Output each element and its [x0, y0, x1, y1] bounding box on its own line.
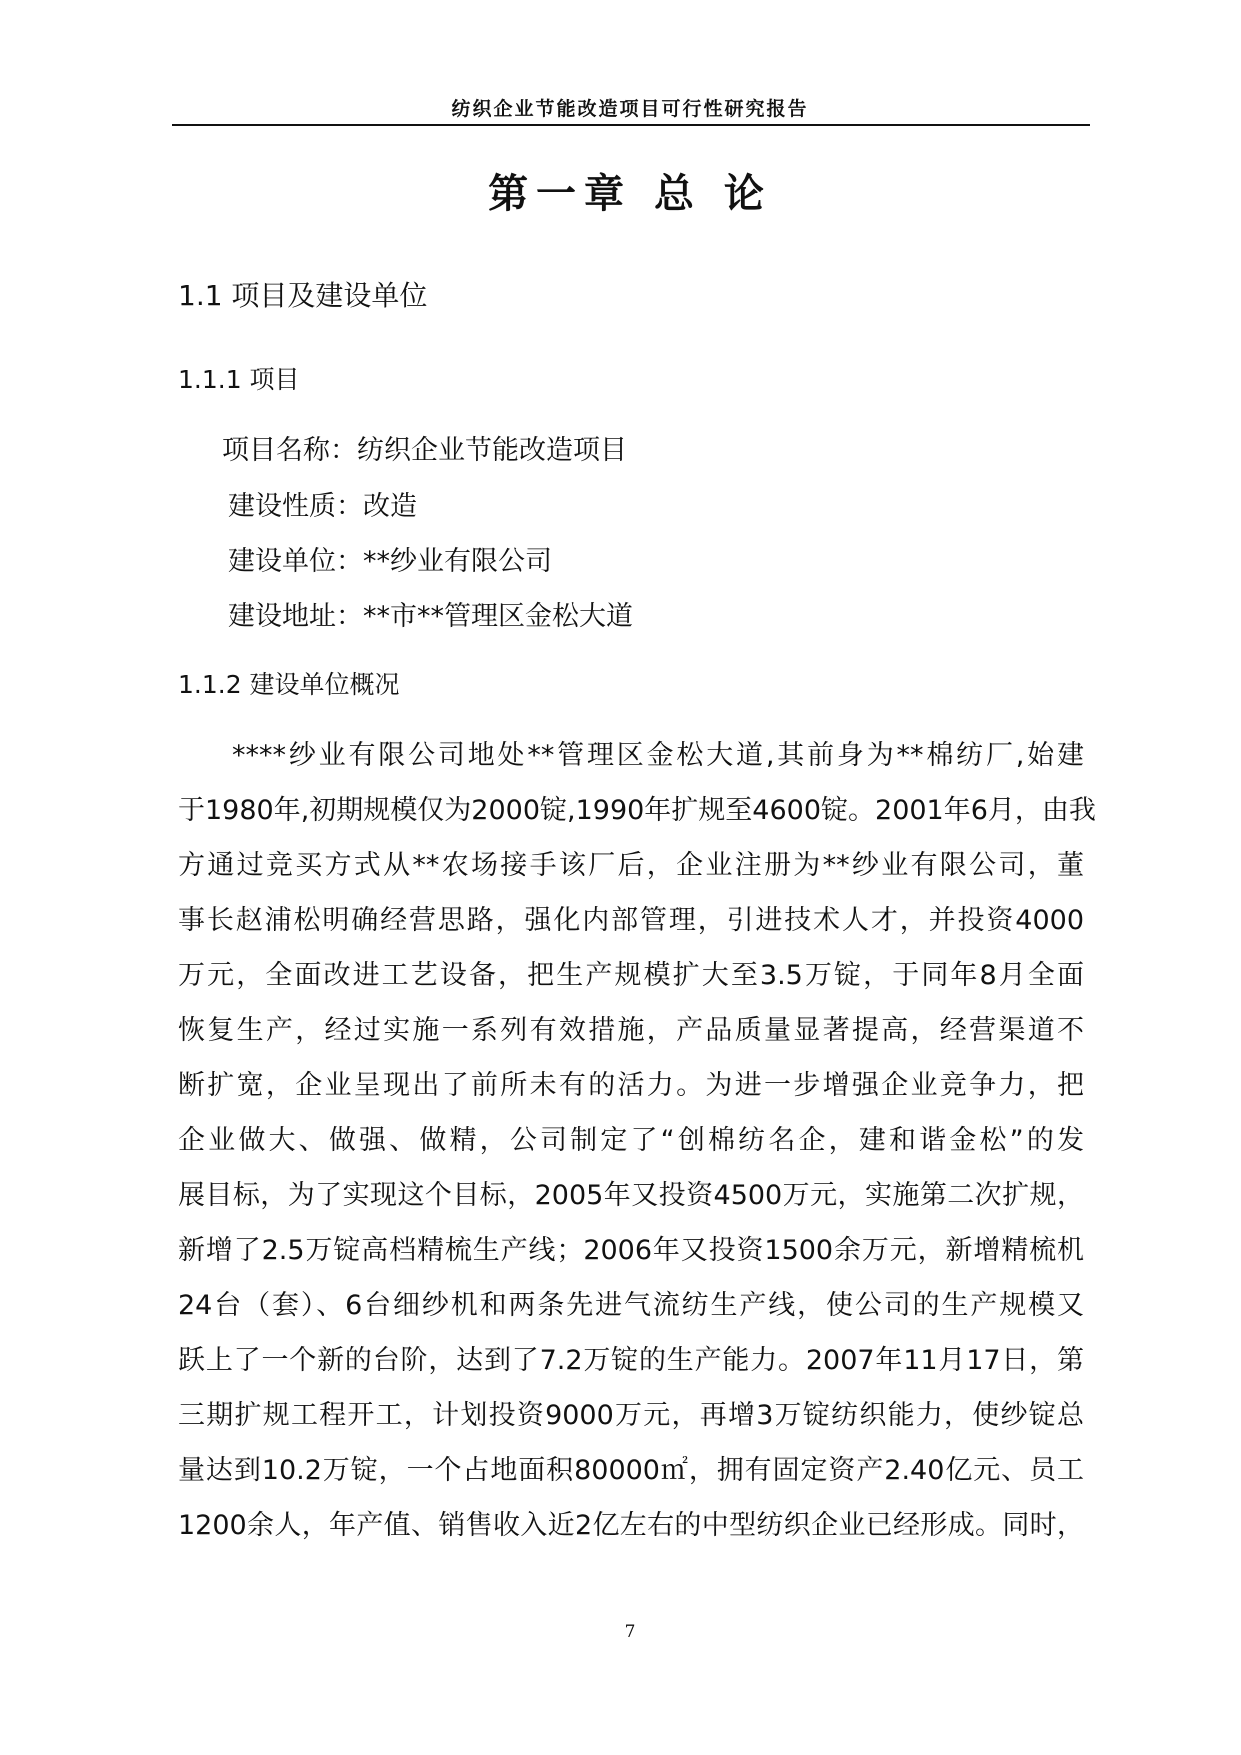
construction-unit-line: 建设单位：**纱业有限公司: [228, 546, 552, 577]
construction-address-line: 建设地址：**市**管理区金松大道: [228, 601, 633, 632]
construction-nature-line: 建设性质：改造: [228, 491, 417, 522]
paragraph-line: 1200余人，年产值、销售收入近2亿左右的中型纺织企业已经形成。同时，: [178, 1510, 1084, 1541]
paragraph-line: 三期扩规工程开工，计划投资9000万元，再增3万锭纺织能力，使纱锭总: [178, 1400, 1084, 1431]
paragraph-line: 跃上了一个新的台阶，达到了7.2万锭的生产能力。2007年11月17日，第: [178, 1345, 1084, 1376]
paragraph-line: 方通过竞买方式从**农场接手该厂后，企业注册为**纱业有限公司，董: [178, 850, 1084, 881]
running-header: 纺织企业节能改造项目可行性研究报告: [451, 98, 809, 120]
paragraph-line: 恢复生产，经过实施一系列有效措施，产品质量显著提高，经营渠道不: [178, 1015, 1084, 1046]
paragraph-line: 万元，全面改进工艺设备，把生产规模扩大至3.5万锭，于同年8月全面: [178, 960, 1084, 991]
project-name-line: 项目名称：纺织企业节能改造项目: [222, 435, 627, 466]
header-rule: [172, 124, 1090, 126]
paragraph-line: 量达到10.2万锭，一个占地面积80000㎡，拥有固定资产2.40亿元、员工: [178, 1455, 1084, 1486]
paragraph-line: 于1980年,初期规模仅为2000锭,1990年扩规至4600锭。2001年6月，由我: [178, 795, 1096, 826]
paragraph-line: 事长赵浦松明确经营思路，强化内部管理，引进技术人才，并投资4000: [178, 905, 1084, 936]
section-heading-1-1-1: 1.1.1 项目: [178, 365, 300, 394]
page-number: 7: [624, 1622, 636, 1642]
paragraph-line: ****纱业有限公司地处**管理区金松大道,其前身为**棉纺厂,始建: [232, 740, 1084, 771]
paragraph-line: 企业做大、做强、做精，公司制定了“创棉纺名企，建和谐金松”的发: [178, 1125, 1084, 1156]
section-heading-1-1-2: 1.1.2 建设单位概况: [178, 670, 400, 699]
paragraph-line: 24台（套）、6台细纱机和两条先进气流纺生产线，使公司的生产规模又: [178, 1290, 1084, 1321]
chapter-title: 第一章 总 论: [488, 171, 772, 217]
paragraph-line: 展目标，为了实现这个目标，2005年又投资4500万元，实施第二次扩规，: [178, 1180, 1084, 1211]
paragraph-line: 新增了2.5万锭高档精梳生产线；2006年又投资1500余万元，新增精梳机: [178, 1235, 1084, 1266]
section-heading-1-1: 1.1 项目及建设单位: [178, 279, 428, 312]
paragraph-line: 断扩宽，企业呈现出了前所未有的活力。为进一步增强企业竞争力，把: [178, 1070, 1084, 1101]
